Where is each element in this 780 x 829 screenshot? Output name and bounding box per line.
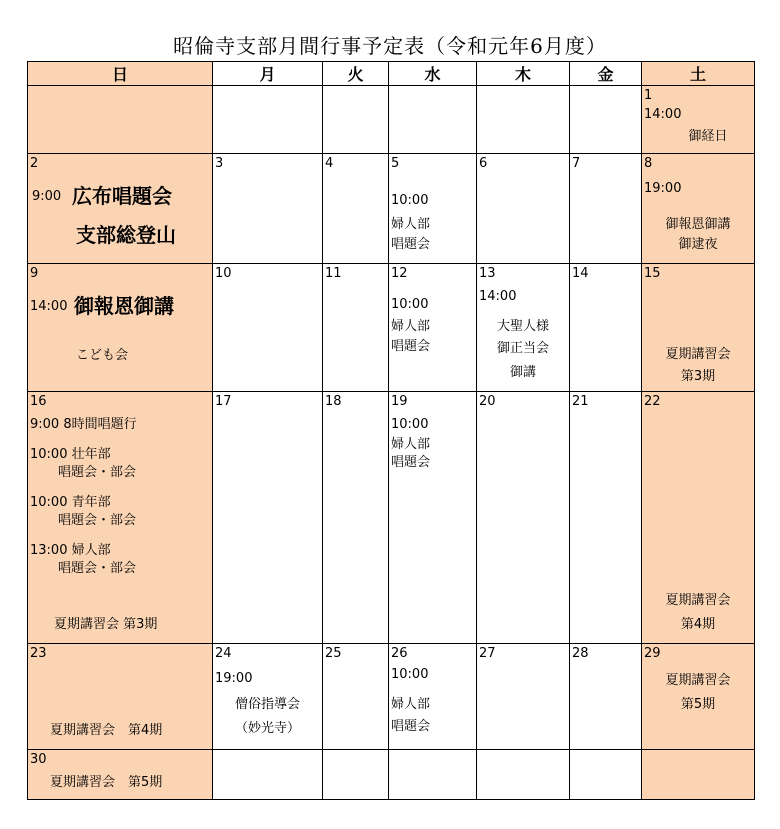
day-number: 18 xyxy=(325,394,342,409)
event-label: 支部総登山 xyxy=(76,223,176,247)
event-label: 13:00 婦人部 xyxy=(30,543,111,558)
event-label: 唱題会 xyxy=(391,455,431,470)
day-number: 13 xyxy=(479,266,496,281)
event-label: 御講 xyxy=(509,365,536,380)
event-label: 唱題会・部会 xyxy=(58,513,137,528)
weekday-sun: 日 xyxy=(28,62,213,86)
day-cell-12 xyxy=(389,264,477,392)
day-number: 25 xyxy=(325,646,342,661)
day-cell-empty xyxy=(570,86,642,154)
day-cell-19 xyxy=(389,392,477,644)
day-cell-7 xyxy=(570,154,642,264)
event-label: 婦人部 xyxy=(391,437,431,452)
day-cell-empty xyxy=(323,750,389,800)
day-cell-10 xyxy=(213,264,323,392)
day-number: 14 xyxy=(572,266,589,281)
day-cell-empty xyxy=(642,750,755,800)
day-cell-empty xyxy=(323,86,389,154)
day-cell-empty xyxy=(570,750,642,800)
event-label: 夏期講習会 xyxy=(665,593,731,608)
day-number: 1 xyxy=(644,88,653,103)
day-cell-16 xyxy=(28,392,213,644)
day-cell-27 xyxy=(477,644,570,750)
day-cell-22 xyxy=(642,392,755,644)
day-number: 5 xyxy=(391,156,400,171)
event-label: 唱題会 xyxy=(391,719,431,734)
day-cell-1 xyxy=(642,86,755,154)
event-label: 婦人部 xyxy=(391,697,431,712)
day-number: 16 xyxy=(30,394,47,409)
event-label: 御逮夜 xyxy=(678,237,718,252)
day-number: 8 xyxy=(644,156,653,171)
day-cell-23 xyxy=(28,644,213,750)
day-cell-empty xyxy=(477,86,570,154)
day-number: 9 xyxy=(30,266,39,281)
day-cell-25 xyxy=(323,644,389,750)
day-cell-14 xyxy=(570,264,642,392)
calendar-table xyxy=(27,61,755,800)
day-number: 2 xyxy=(30,156,39,171)
event-label: 御経日 xyxy=(688,129,728,144)
week-row-1 xyxy=(28,86,755,154)
event-label: 婦人部 xyxy=(391,319,431,334)
week-row-2 xyxy=(28,154,755,264)
event-label: 唱題会・部会 xyxy=(58,465,137,480)
weekday-wed: 水 xyxy=(389,62,477,86)
day-number: 20 xyxy=(479,394,496,409)
week-row-6 xyxy=(28,750,755,800)
event-label: 第5期 xyxy=(680,697,716,712)
day-number: 17 xyxy=(215,394,232,409)
event-label: 第3期 xyxy=(680,369,716,384)
week-row-3 xyxy=(28,264,755,392)
day-number: 22 xyxy=(644,394,661,409)
event-label: 夏期講習会 xyxy=(665,673,731,688)
event-label: 夏期講習会 第5期 xyxy=(50,775,163,790)
event-label: 10:00 壮年部 xyxy=(30,447,111,462)
day-number: 7 xyxy=(572,156,581,171)
event-time: 10:00 xyxy=(391,297,429,312)
day-number: 19 xyxy=(391,394,408,409)
event-label: 9:00 8時間唱題行 xyxy=(30,417,137,432)
day-number: 28 xyxy=(572,646,589,661)
event-label: こども会 xyxy=(76,348,129,363)
day-cell-21 xyxy=(570,392,642,644)
day-cell-empty xyxy=(389,86,477,154)
event-label: 夏期講習会 xyxy=(665,347,731,362)
event-label: 第4期 xyxy=(680,617,716,632)
day-cell-8 xyxy=(642,154,755,264)
day-number: 3 xyxy=(215,156,224,171)
day-cell-13 xyxy=(477,264,570,392)
weekday-mon: 月 xyxy=(213,62,323,86)
day-number: 10 xyxy=(215,266,232,281)
week-row-4 xyxy=(28,392,755,644)
day-cell-4 xyxy=(323,154,389,264)
day-cell-30 xyxy=(28,750,213,800)
event-label: 10:00 青年部 xyxy=(30,495,111,510)
day-number: 26 xyxy=(391,646,408,661)
weekday-thu: 木 xyxy=(477,62,570,86)
event-label: 広布唱題会 xyxy=(72,184,172,208)
event-label: 夏期講習会 第3期 xyxy=(54,617,158,632)
event-time: 10:00 xyxy=(391,193,429,208)
day-cell-26 xyxy=(389,644,477,750)
weekday-sat: 土 xyxy=(642,62,755,86)
event-label: 夏期講習会 第4期 xyxy=(50,723,163,738)
day-cell-18 xyxy=(323,392,389,644)
event-time: 19:00 xyxy=(215,671,253,686)
day-cell-20 xyxy=(477,392,570,644)
event-time: 19:00 xyxy=(644,181,682,196)
event-label: 僧俗指導会 xyxy=(234,697,300,712)
day-cell-empty xyxy=(28,86,213,154)
day-number: 21 xyxy=(572,394,589,409)
event-label: 唱題会 xyxy=(391,237,431,252)
day-cell-5 xyxy=(389,154,477,264)
week-row-5 xyxy=(28,644,755,750)
day-number: 4 xyxy=(325,156,334,171)
day-number: 15 xyxy=(644,266,661,281)
day-cell-28 xyxy=(570,644,642,750)
day-number: 12 xyxy=(391,266,408,281)
day-cell-3 xyxy=(213,154,323,264)
day-number: 27 xyxy=(479,646,496,661)
day-number: 30 xyxy=(30,752,47,767)
day-cell-6 xyxy=(477,154,570,264)
day-cell-9 xyxy=(28,264,213,392)
event-time: 14:00 xyxy=(479,289,517,304)
weekday-header-row xyxy=(28,62,755,86)
event-label: 大聖人様 xyxy=(496,319,549,334)
day-number: 11 xyxy=(325,266,342,281)
day-cell-15 xyxy=(642,264,755,392)
day-cell-empty xyxy=(477,750,570,800)
event-label: 御報恩御講 xyxy=(74,294,174,318)
day-cell-17 xyxy=(213,392,323,644)
event-label: 唱題会・部会 xyxy=(58,561,137,576)
day-cell-11 xyxy=(323,264,389,392)
event-time: 9:00 xyxy=(32,189,62,204)
event-time: 14:00 xyxy=(30,299,68,314)
day-cell-2 xyxy=(28,154,213,264)
event-label: 御報恩御講 xyxy=(665,217,731,232)
weekday-tue: 火 xyxy=(323,62,389,86)
day-number: 29 xyxy=(644,646,661,661)
page-title: 昭倫寺支部月間行事予定表（令和元年6月度） xyxy=(173,34,607,58)
day-number: 24 xyxy=(215,646,232,661)
event-label: 婦人部 xyxy=(391,217,431,232)
event-time: 14:00 xyxy=(644,107,682,122)
day-cell-empty xyxy=(213,750,323,800)
event-label: 唱題会 xyxy=(391,339,431,354)
event-label: 御正当会 xyxy=(496,341,549,356)
weekday-fri: 金 xyxy=(570,62,642,86)
event-label: （妙光寺） xyxy=(234,721,300,736)
day-cell-29 xyxy=(642,644,755,750)
event-time: 10:00 xyxy=(391,417,429,432)
event-time: 10:00 xyxy=(391,667,429,682)
day-cell-24 xyxy=(213,644,323,750)
day-cell-empty xyxy=(213,86,323,154)
day-number: 6 xyxy=(479,156,488,171)
day-number: 23 xyxy=(30,646,47,661)
day-cell-empty xyxy=(389,750,477,800)
